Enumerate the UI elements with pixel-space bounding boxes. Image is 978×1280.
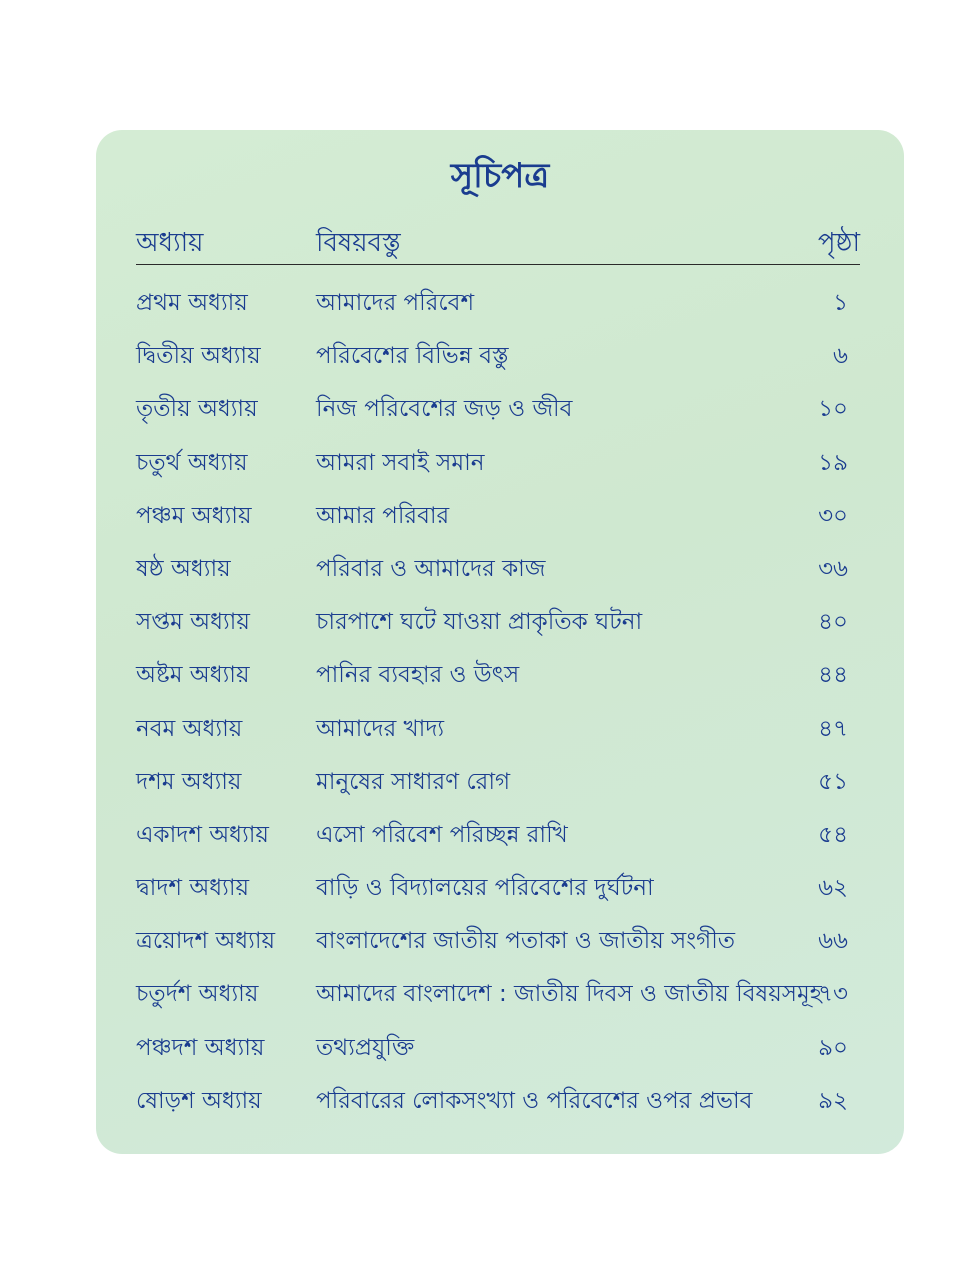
page-number: ৪৪ (818, 662, 848, 689)
chapter-topic: পরিবার ও আমাদের কাজ (316, 555, 546, 582)
table-row[interactable] (136, 1021, 848, 1074)
chapter-name: পঞ্চদশ অধ্যায় (136, 1034, 265, 1061)
header-page: পৃষ্ঠা (817, 228, 860, 258)
chapter-topic: এসো পরিবেশ পরিচ্ছন্ন রাখি (316, 821, 568, 848)
chapter-name: ষোড়শ অধ্যায় (136, 1087, 262, 1114)
chapter-name: দ্বিতীয় অধ্যায় (136, 343, 261, 370)
chapter-name: একাদশ অধ্যায় (136, 821, 269, 848)
table-row[interactable] (136, 755, 848, 808)
chapter-topic: আমাদের পরিবেশ (316, 290, 475, 316)
table-row[interactable] (136, 914, 848, 967)
page-number: ৯০ (818, 1034, 848, 1061)
contents-card (96, 130, 904, 1154)
chapter-name: অষ্টম অধ্যায় (136, 662, 250, 689)
chapter-topic: চারপাশে ঘটে যাওয়া প্রাকৃতিক ঘটনা (316, 609, 643, 636)
table-row[interactable] (136, 542, 848, 595)
table-row[interactable] (136, 702, 848, 755)
table-row[interactable] (136, 595, 848, 648)
page-number: ৩০ (818, 502, 848, 529)
chapter-name: চতুর্দশ অধ্যায় (136, 981, 259, 1008)
table-row[interactable] (136, 276, 848, 329)
chapter-topic: তথ্যপ্রযুক্তি (316, 1034, 415, 1061)
chapter-name: নবম অধ্যায় (136, 715, 243, 742)
page-title: সূচিপত্র (450, 156, 550, 196)
chapter-topic: পানির ব্যবহার ও উৎস (316, 662, 520, 689)
chapter-topic: বাড়ি ও বিদ্যালয়ের পরিবেশের দুর্ঘটনা (316, 875, 654, 902)
chapter-name: তৃতীয় অধ্যায় (136, 396, 258, 423)
page-number: ৬ (833, 343, 848, 370)
table-row[interactable] (136, 329, 848, 382)
page-number: ১৯ (818, 449, 848, 476)
chapter-topic: পরিবেশের বিভিন্ন বস্তু (316, 343, 509, 370)
chapter-name: সপ্তম অধ্যায় (136, 609, 250, 636)
page-number: ৬৬ (818, 928, 848, 955)
chapter-topic: আমাদের বাংলাদেশ : জাতীয় দিবস ও জাতীয় বিষয়সমূহ (316, 981, 822, 1008)
chapter-topic: আমাদের খাদ্য (316, 715, 445, 742)
page-number: ৩৬ (818, 555, 848, 582)
chapter-name: প্রথম অধ্যায় (136, 290, 248, 316)
table-row[interactable] (136, 382, 848, 435)
chapter-topic: বাংলাদেশের জাতীয় পতাকা ও জাতীয় সংগীত (316, 928, 736, 955)
chapter-name: চতুর্থ অধ্যায় (136, 449, 248, 476)
table-row[interactable] (136, 967, 848, 1020)
page-number: ৫৪ (818, 821, 848, 848)
chapter-name: ষষ্ঠ অধ্যায় (136, 555, 231, 582)
chapter-topic: মানুষের সাধারণ রোগ (316, 768, 511, 795)
chapter-topic: পরিবারের লোকসংখ্যা ও পরিবেশের ওপর প্রভাব (316, 1087, 753, 1114)
page-number: ৭৩ (818, 981, 848, 1008)
table-row[interactable] (136, 861, 848, 914)
contents-list (136, 276, 848, 1127)
table-row[interactable] (136, 489, 848, 542)
table-row[interactable] (136, 436, 848, 489)
table-row[interactable] (136, 1074, 848, 1127)
page-number: ১ (833, 290, 848, 316)
page-number: ৫১ (818, 768, 848, 795)
chapter-name: পঞ্চম অধ্যায় (136, 502, 252, 529)
chapter-topic: আমরা সবাই সমান (316, 449, 485, 476)
chapter-topic: নিজ পরিবেশের জড় ও জীব (316, 396, 573, 423)
table-header (136, 218, 860, 265)
page-number: ১০ (818, 396, 848, 423)
header-topic: বিষয়বস্তু (316, 228, 401, 258)
table-row[interactable] (136, 648, 848, 701)
chapter-name: দশম অধ্যায় (136, 768, 242, 795)
page-number: ৪৭ (818, 715, 848, 742)
page-number: ৬২ (818, 875, 848, 902)
chapter-name: ত্রয়োদশ অধ্যায় (136, 928, 276, 955)
page-number: ৯২ (818, 1087, 848, 1114)
chapter-name: দ্বাদশ অধ্যায় (136, 875, 250, 902)
chapter-topic: আমার পরিবার (316, 502, 450, 529)
page-number: ৪০ (818, 609, 848, 636)
header-chapter: অধ্যায় (136, 228, 204, 258)
table-row[interactable] (136, 808, 848, 861)
